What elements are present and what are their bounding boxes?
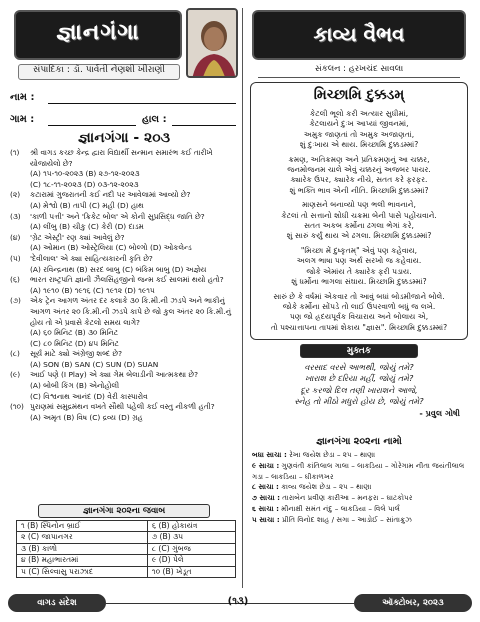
winner-entry [252,450,470,461]
quiz-question [8,402,240,423]
poem-body [257,109,461,337]
winner-names: રેખા જયેશ છેડા – ૨૫ – થાણા [289,450,376,459]
winner-entry [252,515,470,526]
question-number: (૧) [10,148,20,157]
gyanganga-editor: સંપાદિકા : ડૉ. પાર્વતી નેણશી ખીરાણી [18,64,180,80]
winner-score-label: ૮ સાચા : [252,482,279,492]
question-number: (૭) [10,296,21,306]
village-field-row [8,110,240,132]
question-options: (A) મેશ્વો (B) તાપી (C) મહી (D) હાથ [30,200,144,210]
poem-line: શું દુઃખાય એ થાય. મિચ્છામિ દુક્કડમ્માં? [299,140,419,150]
poem-box [250,82,468,340]
muktak-lines [250,362,468,408]
question-number: (૫) [10,253,21,263]
quiz-question [8,254,240,275]
winner-names: મીનાક્ષી સમંત નંદુ – લાકડિયા – વિલે પાર્લ [281,503,400,513]
poem-stanza [257,155,461,197]
muktak-line: ખારાશ છે દરિયા મહીં, જોયું તમે? [304,373,414,384]
question-text: આઈ પણે (I Play) એ ક્યા ગેમ બેલાડીની આત્મકથા છે? [30,370,199,380]
answer-row [17,532,236,543]
quiz-question [8,190,240,211]
winner-names: પ્રીતિ વિનોદ શાહ / સગા – આડોઈ – સાંતાક્રુઝ [282,514,412,524]
answers-table [16,520,236,578]
poem-line: અમુક જાણતાં તો અમુક અજાણતાં, [303,129,415,139]
quiz-question [8,275,240,296]
question-number: (૧૦) [10,402,24,412]
winner-score-label: ૫ સાચા : [252,514,280,524]
question-text: શ્રી વાગડ કચ્છ કેન્દ્ર દ્વારા વિદ્યાર્થી સન્માન સમારંભ કઈ તારીખે યોજાયેલો છે? [30,148,213,168]
question-number: (૮) [10,349,20,359]
answer-row [17,566,236,577]
gyanganga-banner [14,10,182,60]
column-divider [242,8,243,588]
question-options: (C) ૧૮-૧૧-૨૦૨૩ (D) ૦૩-૧૨-૨૦૨૩ [30,179,139,189]
muktak-title: મુક્તક [300,344,418,358]
answer-cell: ૮ (C) ગુંબજ [147,543,235,554]
question-text: કટારામાં ગુજરાતની કઈ નદી પર આવેલામાં આવ્યો છે? [30,190,191,200]
quiz-questions [8,148,240,423]
quiz-question [8,349,240,370]
question-number: (૪) [10,232,21,242]
muktak-author: - પ્રવુલ ગોષી [419,407,460,418]
question-text: 'ગ્રેટ એસ્ટ્રી' રણ ક્યાં આવેલું છે? [30,232,125,242]
poem-line: કેટલી ભૂલો કરી અત્યાર સુધીમાં, [309,109,409,118]
quiz-question [8,233,240,254]
winner-entry [252,482,470,493]
poem-line: કેટલાં તો સત્તાનો શોધી ચક્રમા બેની પાસે પહોંચવાને. [281,210,437,220]
winner-names: કાવ્ય જયેશ છેડા – ૨૫ – થાણા [281,482,372,492]
answer-cell: ૭ (B) ૩૫ [147,532,235,543]
winner-score-label: ૯ સાચા : [252,460,280,470]
kavya-banner [252,10,466,60]
question-options: (A) ૬૦ મિનિટ (B) ૩૦ મિનિટ [30,328,119,338]
winner-entry [252,504,470,515]
winner-entry [252,461,470,483]
poem-stanza [257,200,461,242]
question-options: (C) ૮૦ મિનિટ (D) ૪૫ મિનિટ [30,338,119,348]
address-label: હાલ : [142,114,167,125]
question-text: 'દેવીલાલ' એ ક્યા સાહિત્યકારની કૃતિ છે? [30,253,153,263]
winners-title: જ્ઞાનગંગા ૨૦૨ના નામો [316,436,402,447]
question-options: (A) બોબી કિંગ (B) એનોહોલી [30,381,120,391]
answer-cell: ૨ (C) જાપાનગર [17,532,148,543]
answer-cell: ૯ (D) પેલે [147,555,235,566]
village-label: ગામ : [10,114,35,125]
footer-page-number: (૧૩) [227,596,249,607]
poem-line: ક્રમણ, અતિક્રમણ અને પ્રતિક્રમણનું આ ચક્કર, [288,154,430,164]
village-line[interactable] [48,125,136,126]
answer-row [17,521,236,532]
poem-line: સારું છે કે વર્ષમાં એકવાર તો આવું બધાં બોડમીજાને બોલે. [273,291,445,301]
question-options: (A) SON (B) SAN (C) SUN (D) SUAN [30,359,159,369]
answer-cell: ૧ (B) સ્પિનોન બ્રાઈ [17,521,148,532]
poem-line: સતત અકબ કર્મોના ઢગલા ભેગાં કરે, [304,221,414,231]
winner-score-label: બધા સાચા : [252,450,287,459]
poem-line: "મિચ્છા મેં દુષ્કૃતમ્" એવું પણ કહેવાય, [300,245,418,255]
question-options: (A) ઓમાન (B) ઓસ્ટ્રેલિયા (C) બોલ્ગો (D) ઓકલેન્ડ [30,243,192,253]
name-field-row [8,88,240,110]
poem-line: કેટલાયને દુઃખ આપ્યાં જીવનમાં, [309,119,409,129]
answers-grid [16,520,236,578]
muktak-body [250,362,468,419]
quiz-title: જ્ઞાનગંગા - ૨૦૩ [77,130,171,146]
question-text: એક ટ્રેન આગળ અંતર દર કલાકે ૩૦ કિ.મી.ની ઝડપે અને ભાકીનું આગળ અંતર ૨૦ કિ.મી.ની ઝડપે કાપે છે જો કુલ અંતર ૨૦ કિ.મી.નું હોય તો એ પ્રવાસે કેટલો સમય લાગે? [30,296,232,327]
kavya-editor: સંકલન : હરખચંદ સાવલા [258,64,460,78]
poem-stanza [257,292,461,334]
poem-line: શું ભક્તિ ભાવ એની નીતિ. મિચ્છામિ દુક્કડમ્માં? [289,185,429,195]
answers-title: જ્ઞાનગંગા ૨૦૨ના જવાબ [38,504,210,518]
answer-cell: ૪ (B) મહાભારતમાં [17,555,148,566]
answer-cell: ૩ (B) કાળો [17,543,148,554]
poem-line: અલગ ભાષા પણ અર્થ સરખો જ કહેવાય. [296,256,422,266]
poem-line: જોકે એમાંય તે ક્યારેક ફરી પડાય. [306,266,412,276]
answer-cell: ૧૦ (B) ખેડૂત [147,566,235,577]
question-options: (C) વિશ્વનાથ આનંદ (D) વેરી કાસ્પારોવ [30,391,148,401]
muktak-line: વરસાદ વરસે આભથી, જોયું તમે? [304,362,414,372]
poem-stanza [257,109,461,151]
muktak-line: સ્નેહ તો મીઠો મધુરો હોય છે, જોયું તમે? [294,396,424,407]
question-text: પુરાણમાં સમુદ્રમંથન વખતે સૌથી પહેલી કઈ વસ્તુ નીકળી હતી? [30,402,215,412]
poem-line: શું ધર્મોના ભાગલા સંઘાય. મિચ્છામિ દુક્કડમ્માં? [291,277,427,287]
winners-list [252,450,470,526]
footer-magazine-name: વાગડ સંદેશ [8,594,106,612]
page-footer [8,594,472,614]
poem-title: મિચ્છામિ દુક્કડમ્ [313,87,405,103]
poem-line: માણસને બનાવ્યો પણ ભલી ભાવનાને, [302,200,416,210]
muktak-line: દૂર કરજો દિલ તણી ખારાશને આજે, [300,384,418,395]
gyanganga-masthead [8,6,240,84]
question-text: સૂર્ય માટે ક્યો અંગ્રેજી શબ્દ છે? [30,349,123,359]
poem-stanza [257,246,461,288]
gyanganga-banner-title: જ્ઞાનગંગા [56,20,140,45]
winner-names: તારાબેન પ્રવીણ કારીઆ – મનફરા – ઘાટકોપર [282,493,413,503]
kavya-column [246,6,472,590]
address-line[interactable] [172,125,236,126]
question-options: (A) રવિન્દ્રનાથ (B) સરદ બાબુ (C) બંકિમ બાબુ (D) અજ્ઞેય [30,264,207,274]
winner-score-label: ૭ સાચા : [252,493,280,503]
question-text: ભારત રાષ્ટ્રપતિ જ્ઞાની ઝૈલસિંહજીનો જન્મ કઈ સાલમાં થયો હતો? [30,275,224,285]
poem-line: પણ જો હ્રદયપૂર્વક વિચારાય અને બોલાય એ, [289,312,429,322]
quiz-question [8,212,240,233]
question-options: (A) ૧૫-૧૦-૨૦૨૩ (B) ૨૭-૧૨-૨૦૨૩ [30,169,140,179]
answer-cell: ૫ (C) સિલ્વાસુ પરાઝાદ [17,566,148,577]
poem-line: જોકે કર્મોના સોંપડે તો લાઈ ઉપરવાળો બધું જ લખે. [282,301,436,311]
question-number: (૩) [10,211,21,221]
name-label: નામ : [10,92,35,103]
quiz-question [8,148,240,190]
gyanganga-column [8,6,240,590]
answer-cell: ૬ (B) હોકાયંત્ર [147,521,235,532]
answer-row [17,543,236,554]
poem-line: જનમોજનમ ચાલે એવું ચક્કરનું અજબર પાચર. [287,165,431,175]
question-number: (૯) [10,370,21,380]
editor-portrait [186,8,238,78]
poem-line: તો પશ્ચાત્તાપના તાપમાં શેકાય "જ્ઞાસ". મિચ્છામિ દુક્કડમ્માં? [270,322,448,332]
quiz-question [8,370,240,402]
winner-names: ગુણવંતી કાંતિલાલ ગાલા – લાકડિયા – ગોરેગામ નીતા જયંતીલાલ ગડા – લાકડિયા – ઘીકાળખર [252,460,465,481]
kavya-banner-title: કાવ્ય વૈભવ [313,22,405,46]
poem-line: શું સારું કર્યું થાય એ ઢગલા. મિચ્છામિ દુક્કડમ્માં? [286,231,432,241]
winner-entry [252,493,470,504]
answer-row [17,555,236,566]
name-line[interactable] [48,103,236,104]
question-options: (A) અમૃત (B) વિષ (C) દ્રવ્ય (D) ગ્રહ [30,412,143,422]
participant-fields [8,88,240,132]
poem-line: ક્યારેક ઉપર, ક્યારેક નીચે, સતત કરે ફરફર. [290,175,428,185]
question-options: (A) ૧૯૧૦ (B) ૧૯૧૬ (C) ૧૯૧૨ (D) ૧૯૧૫ [30,285,155,295]
winner-score-label: ૬ સાચા : [252,503,279,513]
quiz-question [8,296,240,349]
footer-issue-date: ઑક્ટોબર, ૨૦૨૩ [354,594,472,612]
question-number: (૬) [10,275,20,285]
question-number: (૨) [10,190,21,200]
question-text: 'કાળી પત્તી' અને 'ક્રિકેટ બોલ' એ કોની સુપ્રસિદ્ધ જાતિ છે? [30,211,205,221]
question-options: (A) લીંબુ (B) ચીકુ (C) કેરી (D) દાડમ [30,222,144,232]
